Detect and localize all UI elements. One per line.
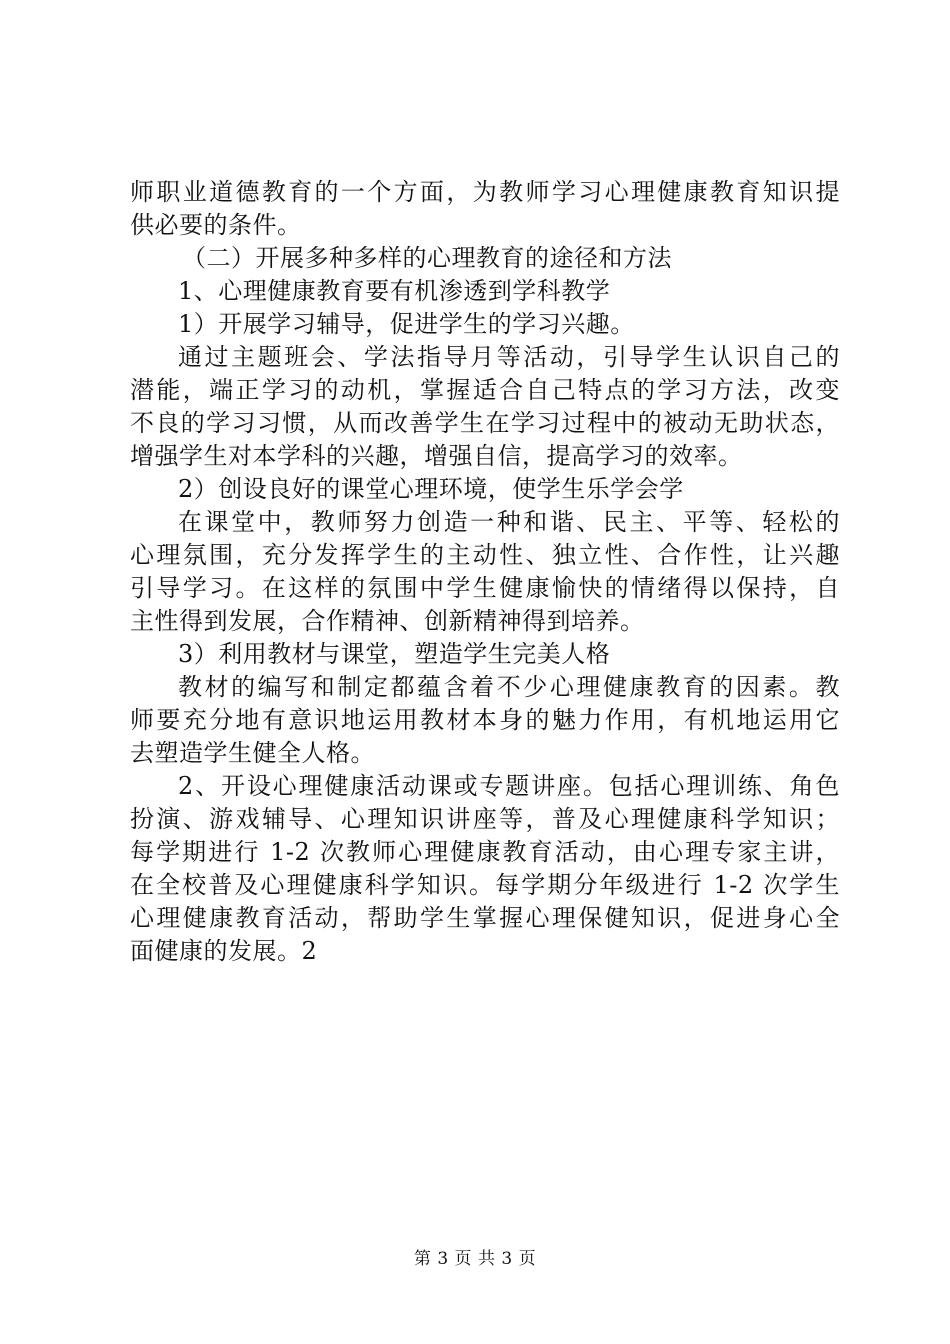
text-line: 在课堂中，教师努力创造一种和谐、民主、平等、轻松的 bbox=[178, 508, 840, 536]
text-line: 扮演、游戏辅导、心理知识讲座等，普及心理健康科学知识； bbox=[130, 805, 840, 833]
text-line: 去塑造学生健全人格。 bbox=[130, 739, 375, 767]
text-line: 心理健康教育活动，帮助学生掌握心理保健知识，促进身心全 bbox=[130, 904, 840, 932]
text-line: 教材的编写和制定都蕴含着不少心理健康教育的因素。教 bbox=[178, 673, 840, 701]
text-line: 师要充分地有意识地运用教材本身的魅力作用，有机地运用它 bbox=[130, 706, 840, 734]
text-line: 供必要的条件。 bbox=[130, 211, 302, 239]
text-line: 通过主题班会、学法指导月等活动，引导学生认识自己的 bbox=[178, 343, 840, 371]
text-line: 主性得到发展，合作精神、创新精神得到培养。 bbox=[130, 607, 645, 635]
text-line: 2、开设心理健康活动课或专题讲座。包括心理训练、角色 bbox=[178, 772, 840, 800]
page-number-label: 第 3 页 共 3 页 bbox=[413, 1249, 537, 1269]
text-line: 师职业道德教育的一个方面，为教师学习心理健康教育知识提 bbox=[130, 178, 840, 206]
text-line: 2）创设良好的课堂心理环境，使学生乐学会学 bbox=[178, 475, 684, 503]
text-line: 引导学习。在这样的氛围中学生健康愉快的情绪得以保持，自 bbox=[130, 574, 840, 602]
text-line: 增强学生对本学科的兴趣，增强自信，提高学习的效率。 bbox=[130, 442, 743, 470]
document-body bbox=[130, 176, 840, 968]
text-line: 在全校普及心理健康科学知识。每学期分年级进行 1-2 次学生 bbox=[130, 871, 840, 899]
text-line: 不良的学习习惯，从而改善学生在学习过程中的被动无助状态， bbox=[130, 409, 840, 437]
text-line: 潜能，端正学习的动机，掌握适合自己特点的学习方法，改变 bbox=[130, 376, 840, 404]
text-line: 1）开展学习辅导，促进学生的学习兴趣。 bbox=[178, 310, 635, 338]
text-line: 心理氛围，充分发挥学生的主动性、独立性、合作性，让兴趣 bbox=[130, 541, 840, 569]
text-line: 1、心理健康教育要有机渗透到学科教学 bbox=[178, 277, 611, 305]
text-line: （二）开展多种多样的心理教育的途径和方法 bbox=[182, 244, 672, 272]
text-line: 面健康的发展。2 bbox=[130, 937, 318, 965]
page-footer bbox=[0, 1244, 950, 1269]
text-line: 3）利用教材与课堂，塑造学生完美人格 bbox=[178, 640, 611, 668]
text-line: 每学期进行 1-2 次教师心理健康教育活动，由心理专家主讲， bbox=[130, 838, 840, 866]
